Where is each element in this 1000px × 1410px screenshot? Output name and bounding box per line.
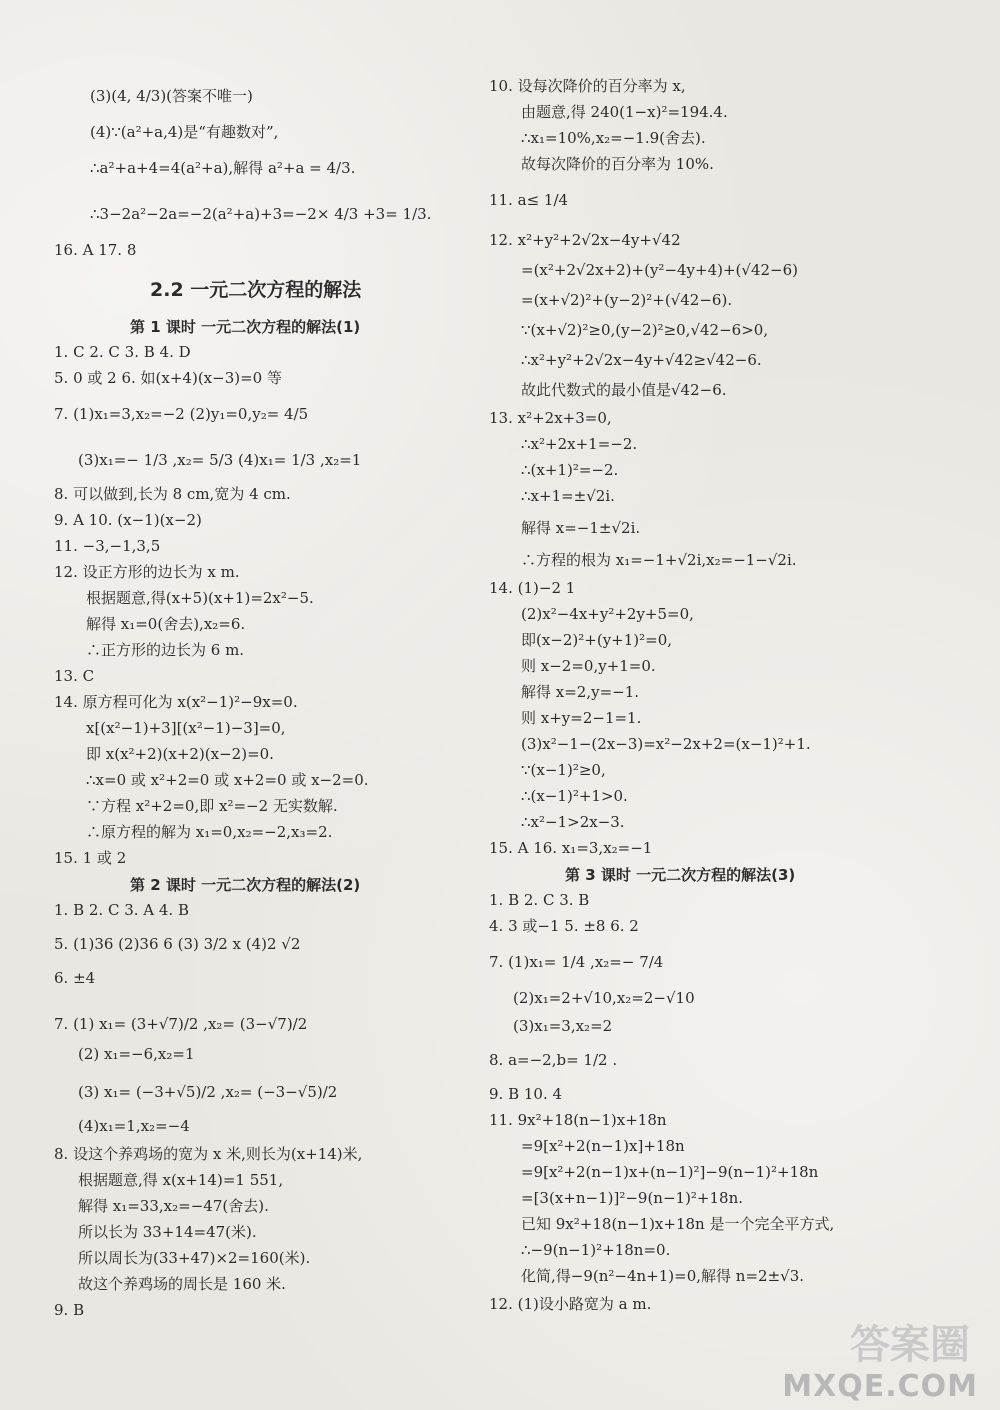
answer-line: 15. A 16. x₁=3,x₂=−1 bbox=[489, 839, 653, 857]
answer-line: 即(x−2)²+(y+1)²=0, bbox=[521, 631, 673, 649]
answer-line: 5. (1)36 (2)36 6 (3) 3/2 x (4)2 √2 bbox=[54, 935, 301, 953]
answer-line: 12. 设正方形的边长为 x m. bbox=[54, 563, 240, 581]
answer-line: 化简,得−9(n²−4n+1)=0,解得 n=2±√3. bbox=[521, 1267, 805, 1285]
answer-line: 根据题意,得 x(x+14)=1 551, bbox=[78, 1171, 284, 1189]
answer-line: 7. (1) x₁= (3+√7)/2 ,x₂= (3−√7)/2 bbox=[54, 1015, 308, 1033]
answer-line: ∴x²+y²+2√2x−4y+√42≥√42−6. bbox=[521, 351, 762, 369]
answer-line: (3)(4, 4/3)(答案不唯一) bbox=[90, 87, 253, 105]
answer-line: 14. (1)−2 1 bbox=[489, 579, 576, 597]
answer-line: 所以长为 33+14=47(米). bbox=[78, 1223, 257, 1241]
watermark-url: MXQE.COM bbox=[782, 1369, 978, 1404]
answer-line: 9. B 10. 4 bbox=[489, 1085, 563, 1103]
watermark-logo-text: 答案圈 bbox=[850, 1322, 970, 1368]
answer-line: 5. 0 或 2 6. 如(x+4)(x−3)=0 等 bbox=[54, 369, 282, 387]
answer-line: 解得 x=2,y=−1. bbox=[521, 683, 640, 701]
answer-line: ∴正方形的边长为 6 m. bbox=[86, 641, 245, 659]
answer-line: 8. 可以做到,长为 8 cm,宽为 4 cm. bbox=[54, 485, 291, 503]
answer-line: ∴a²+a+4=4(a²+a),解得 a²+a = 4/3. bbox=[90, 159, 356, 177]
answer-line: 即 x(x²+2)(x+2)(x−2)=0. bbox=[86, 745, 274, 763]
answer-line: ∴(x+1)²=−2. bbox=[521, 461, 619, 479]
answer-line: 8. 设这个养鸡场的宽为 x 米,则长为(x+14)米, bbox=[54, 1145, 363, 1163]
answer-line: ∵方程 x²+2=0,即 x²=−2 无实数解. bbox=[86, 797, 338, 815]
answer-line: (3)x²−1−(2x−3)=x²−2x+2=(x−1)²+1. bbox=[521, 735, 811, 753]
answer-line: (3)x₁=− 1/3 ,x₂= 5/3 (4)x₁= 1/3 ,x₂=1 bbox=[78, 451, 362, 469]
answer-line: 16. A 17. 8 bbox=[54, 241, 137, 259]
answer-line: (4)∵(a²+a,4)是“有趣数对”, bbox=[90, 123, 279, 141]
answer-line: 1. B 2. C 3. B bbox=[489, 891, 590, 909]
answer-line: 7. (1)x₁=3,x₂=−2 (2)y₁=0,y₂= 4/5 bbox=[54, 405, 309, 423]
answer-line: ∴原方程的解为 x₁=0,x₂=−2,x₃=2. bbox=[86, 823, 333, 841]
answer-line: 则 x+y=2−1=1. bbox=[521, 709, 642, 727]
answer-line: 已知 9x²+18(n−1)x+18n 是一个完全平方式, bbox=[521, 1215, 835, 1233]
answer-line: 4. 3 或−1 5. ±8 6. 2 bbox=[489, 917, 639, 935]
answer-line: 由题意,得 240(1−x)²=194.4. bbox=[521, 103, 728, 121]
answer-line: (2)x²−4x+y²+2y+5=0, bbox=[521, 605, 694, 623]
answer-line: ∴(x−1)²+1>0. bbox=[521, 787, 628, 805]
answer-line: 根据题意,得(x+5)(x+1)=2x²−5. bbox=[86, 589, 314, 607]
answer-line: x[(x²−1)+3][(x²−1)−3]=0, bbox=[86, 719, 286, 737]
lesson-title: 第 1 课时 一元二次方程的解法(1) bbox=[130, 318, 361, 336]
answer-line: ∵(x−1)²≥0, bbox=[521, 761, 606, 779]
answer-line: 9. B bbox=[54, 1301, 85, 1319]
answer-line: =9[x²+2(n−1)x]+18n bbox=[521, 1137, 685, 1155]
answer-line: 6. ±4 bbox=[54, 969, 96, 987]
answer-line: 9. A 10. (x−1)(x−2) bbox=[54, 511, 202, 529]
section-title: 2.2 一元二次方程的解法 bbox=[150, 279, 362, 301]
answer-line: 故每次降价的百分率为 10%. bbox=[521, 155, 714, 173]
answer-line: 12. x²+y²+2√2x−4y+√42 bbox=[489, 231, 681, 249]
answer-line: 10. 设每次降价的百分率为 x, bbox=[489, 77, 686, 95]
answer-line: 11. −3,−1,3,5 bbox=[54, 537, 161, 555]
lesson-title: 第 2 课时 一元二次方程的解法(2) bbox=[130, 876, 361, 894]
answer-line: ∴−9(n−1)²+18n=0. bbox=[521, 1241, 671, 1259]
answer-line: 15. 1 或 2 bbox=[54, 849, 127, 867]
answer-line: 故这个养鸡场的周长是 160 米. bbox=[78, 1275, 286, 1293]
answer-line: 13. x²+2x+3=0, bbox=[489, 409, 612, 427]
answer-line: 解得 x₁=0(舍去),x₂=6. bbox=[86, 615, 246, 633]
answer-line: ∴x²+2x+1=−2. bbox=[521, 435, 638, 453]
answer-line: 则 x−2=0,y+1=0. bbox=[521, 657, 656, 675]
answer-line: 14. 原方程可化为 x(x²−1)²−9x=0. bbox=[54, 693, 298, 711]
answer-line: ∴x=0 或 x²+2=0 或 x+2=0 或 x−2=0. bbox=[86, 771, 369, 789]
answer-line: =9[x²+2(n−1)x+(n−1)²]−9(n−1)²+18n bbox=[521, 1163, 819, 1181]
answer-line: (4)x₁=1,x₂=−4 bbox=[78, 1117, 190, 1135]
answer-line: =(x+√2)²+(y−2)²+(√42−6). bbox=[521, 291, 733, 309]
answer-line: =(x²+2√2x+2)+(y²−4y+4)+(√42−6) bbox=[521, 261, 799, 279]
answer-line: 1. C 2. C 3. B 4. D bbox=[54, 343, 191, 361]
answer-line: 13. C bbox=[54, 667, 95, 685]
answer-line: 11. 9x²+18(n−1)x+18n bbox=[489, 1111, 667, 1129]
answer-line: ∴3−2a²−2a=−2(a²+a)+3=−2× 4/3 +3= 1/3. bbox=[90, 205, 432, 223]
answer-line: 解得 x₁=33,x₂=−47(舍去). bbox=[78, 1197, 269, 1215]
answer-line: 12. (1)设小路宽为 a m. bbox=[489, 1295, 652, 1313]
lesson-title: 第 3 课时 一元二次方程的解法(3) bbox=[565, 866, 796, 884]
answer-line: (3) x₁= (−3+√5)/2 ,x₂= (−3−√5)/2 bbox=[78, 1083, 338, 1101]
answer-line: 8. a=−2,b= 1/2 . bbox=[489, 1051, 618, 1069]
answer-line: 解得 x=−1±√2i. bbox=[521, 519, 641, 537]
answer-line: ∴x²−1>2x−3. bbox=[521, 813, 625, 831]
answer-line: ∴x₁=10%,x₂=−1.9(舍去). bbox=[521, 129, 706, 147]
answer-line: =[3(x+n−1)]²−9(n−1)²+18n. bbox=[521, 1189, 744, 1207]
answer-line: 故此代数式的最小值是√42−6. bbox=[521, 381, 727, 399]
answer-line: ∴x+1=±√2i. bbox=[521, 487, 615, 505]
answer-line: (2)x₁=2+√10,x₂=2−√10 bbox=[513, 989, 695, 1007]
answer-line: 所以周长为(33+47)×2=160(米). bbox=[78, 1249, 311, 1267]
answer-line: ∵(x+√2)²≥0,(y−2)²≥0,√42−6>0, bbox=[521, 321, 769, 339]
answer-line: (3)x₁=3,x₂=2 bbox=[513, 1017, 613, 1035]
answer-line: 11. a≤ 1/4 bbox=[489, 191, 569, 209]
answer-line: (2) x₁=−6,x₂=1 bbox=[78, 1045, 195, 1063]
answer-line: 7. (1)x₁= 1/4 ,x₂=− 7/4 bbox=[489, 953, 664, 971]
answer-line: ∴方程的根为 x₁=−1+√2i,x₂=−1−√2i. bbox=[521, 551, 797, 569]
answer-line: 1. B 2. C 3. A 4. B bbox=[54, 901, 189, 919]
